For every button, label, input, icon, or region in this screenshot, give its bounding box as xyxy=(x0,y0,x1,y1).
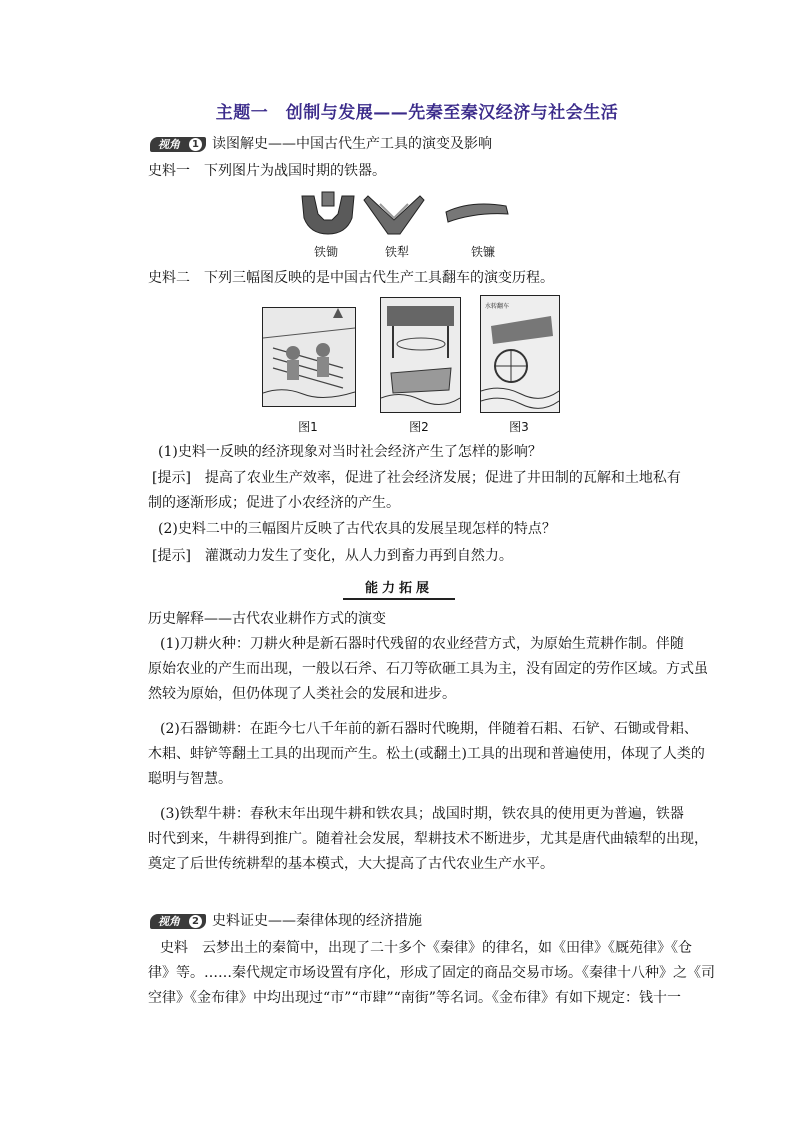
answer-2: [提示] 灌溉动力发生了变化，从人力到畜力再到自然力。 xyxy=(152,548,513,564)
paragraph-2-line-2: 木耜、蚌铲等翻土工具的出现而产生。松土(或翻土)工具的出现和普遍使用，体现了人类的 xyxy=(148,746,705,762)
tool-caption-plow: 铁犁 xyxy=(384,245,409,259)
section2-badge xyxy=(150,914,206,929)
iron-tools-illustration xyxy=(296,190,516,238)
paragraph-2-line-1: (2)石器锄耕：在距今七八千年前的新石器时代晚期，伴随着石耜、石铲、石锄或骨耜、 xyxy=(160,721,698,737)
paragraph-2-line-3: 聪明与智慧。 xyxy=(148,771,232,787)
source1-text: 史料一 下列图片为战国时期的铁器。 xyxy=(148,163,386,179)
source3-paragraph xyxy=(148,936,715,1011)
paragraph-1-line-1: (1)刀耕火种：刀耕火种是新石器时代残留的农业经营方式，为原始生荒耕作制。伴随 xyxy=(160,636,684,652)
paragraph-1-line-2: 原始农业的产生而出现，一般以石斧、石刀等砍砸工具为主，没有固定的劳作区域。方式虽 xyxy=(148,661,708,677)
iron-hoe-image xyxy=(302,192,354,234)
paragraph-1-line-3: 然较为原始，但仍体现了人类社会的发展和进步。 xyxy=(148,686,456,702)
paragraph-3-line-2: 时代到来，牛耕得到推广。随着社会发展，犁耕技术不断进步，尤其是唐代曲辕犁的出现， xyxy=(148,831,708,847)
figure-2-caption: 图2 xyxy=(409,420,429,434)
figure-1-image xyxy=(262,307,356,407)
section1-heading-row xyxy=(150,134,492,154)
source3-line-1: 史料 云梦出土的秦简中，出现了二十多个《秦律》的律名，如《田律》《厩苑律》《仓 xyxy=(160,940,692,956)
section1-heading: 读图解史——中国古代生产工具的演变及影响 xyxy=(212,136,492,152)
section2-heading-row xyxy=(150,911,422,931)
section1-badge-number: 1 xyxy=(189,138,202,151)
figure-3-label: 水转翻车 xyxy=(485,303,510,310)
section1-badge xyxy=(150,137,206,152)
source2-text: 史料二 下列三幅图反映的是中国古代生产工具翻车的演变历程。 xyxy=(148,270,554,286)
figure-2-image xyxy=(380,297,461,413)
section2-badge-number: 2 xyxy=(189,915,202,928)
section2-heading: 史料证史——秦律体现的经济措施 xyxy=(212,913,422,929)
section2-badge-text: 视角 xyxy=(158,914,180,928)
tool-caption-sickle: 铁镰 xyxy=(470,245,495,259)
iron-sickle-image xyxy=(446,204,508,222)
paragraph-iron-plow-ox xyxy=(148,802,708,877)
figure-1-caption: 图1 xyxy=(298,420,318,434)
ability-heading-underline xyxy=(343,598,455,600)
source3-line-3: 空律》《金布律》中均出现过“市”“市肆”“南街”等名词。《金布律》有如下规定：钱十一 xyxy=(148,990,681,1006)
history-explanation-heading: 历史解释——古代农业耕作方式的演变 xyxy=(148,611,386,627)
paragraph-slash-and-burn xyxy=(148,632,708,707)
ability-expansion-heading: 能力拓展 xyxy=(364,581,433,596)
page-title: 主题一 创制与发展——先秦至秦汉经济与社会生活 xyxy=(215,103,619,123)
section1-badge-text: 视角 xyxy=(158,137,180,151)
paragraph-3-line-3: 奠定了后世传统耕犁的基本模式，大大提高了古代农业生产水平。 xyxy=(148,856,554,872)
figure-3-caption: 图3 xyxy=(509,420,529,434)
paragraph-stone-hoeing xyxy=(148,717,705,792)
question-1: (1)史料一反映的经济现象对当时社会经济产生了怎样的影响？ xyxy=(158,444,542,460)
iron-plow-image xyxy=(364,196,424,234)
paragraph-3-line-1: (3)铁犁牛耕：春秋末年出现牛耕和铁农具；战国时期，铁农具的使用更为普遍，铁器 xyxy=(160,806,684,822)
source3-line-2: 律》等。……秦代规定市场设置有序化，形成了固定的商品交易市场。《秦律十八种》之《司 xyxy=(148,965,715,981)
answer-1-line-2: 制的逐渐形成；促进了小农经济的产生。 xyxy=(148,495,400,511)
figure-3-image xyxy=(480,295,560,413)
question-2: (2)史料二中的三幅图片反映了古代农具的发展呈现怎样的特点？ xyxy=(158,521,556,537)
answer-1-line-1: [提示] 提高了农业生产效率，促进了社会经济发展；促进了井田制的瓦解和土地私有 xyxy=(152,470,681,486)
tool-caption-hoe: 铁锄 xyxy=(313,245,338,259)
